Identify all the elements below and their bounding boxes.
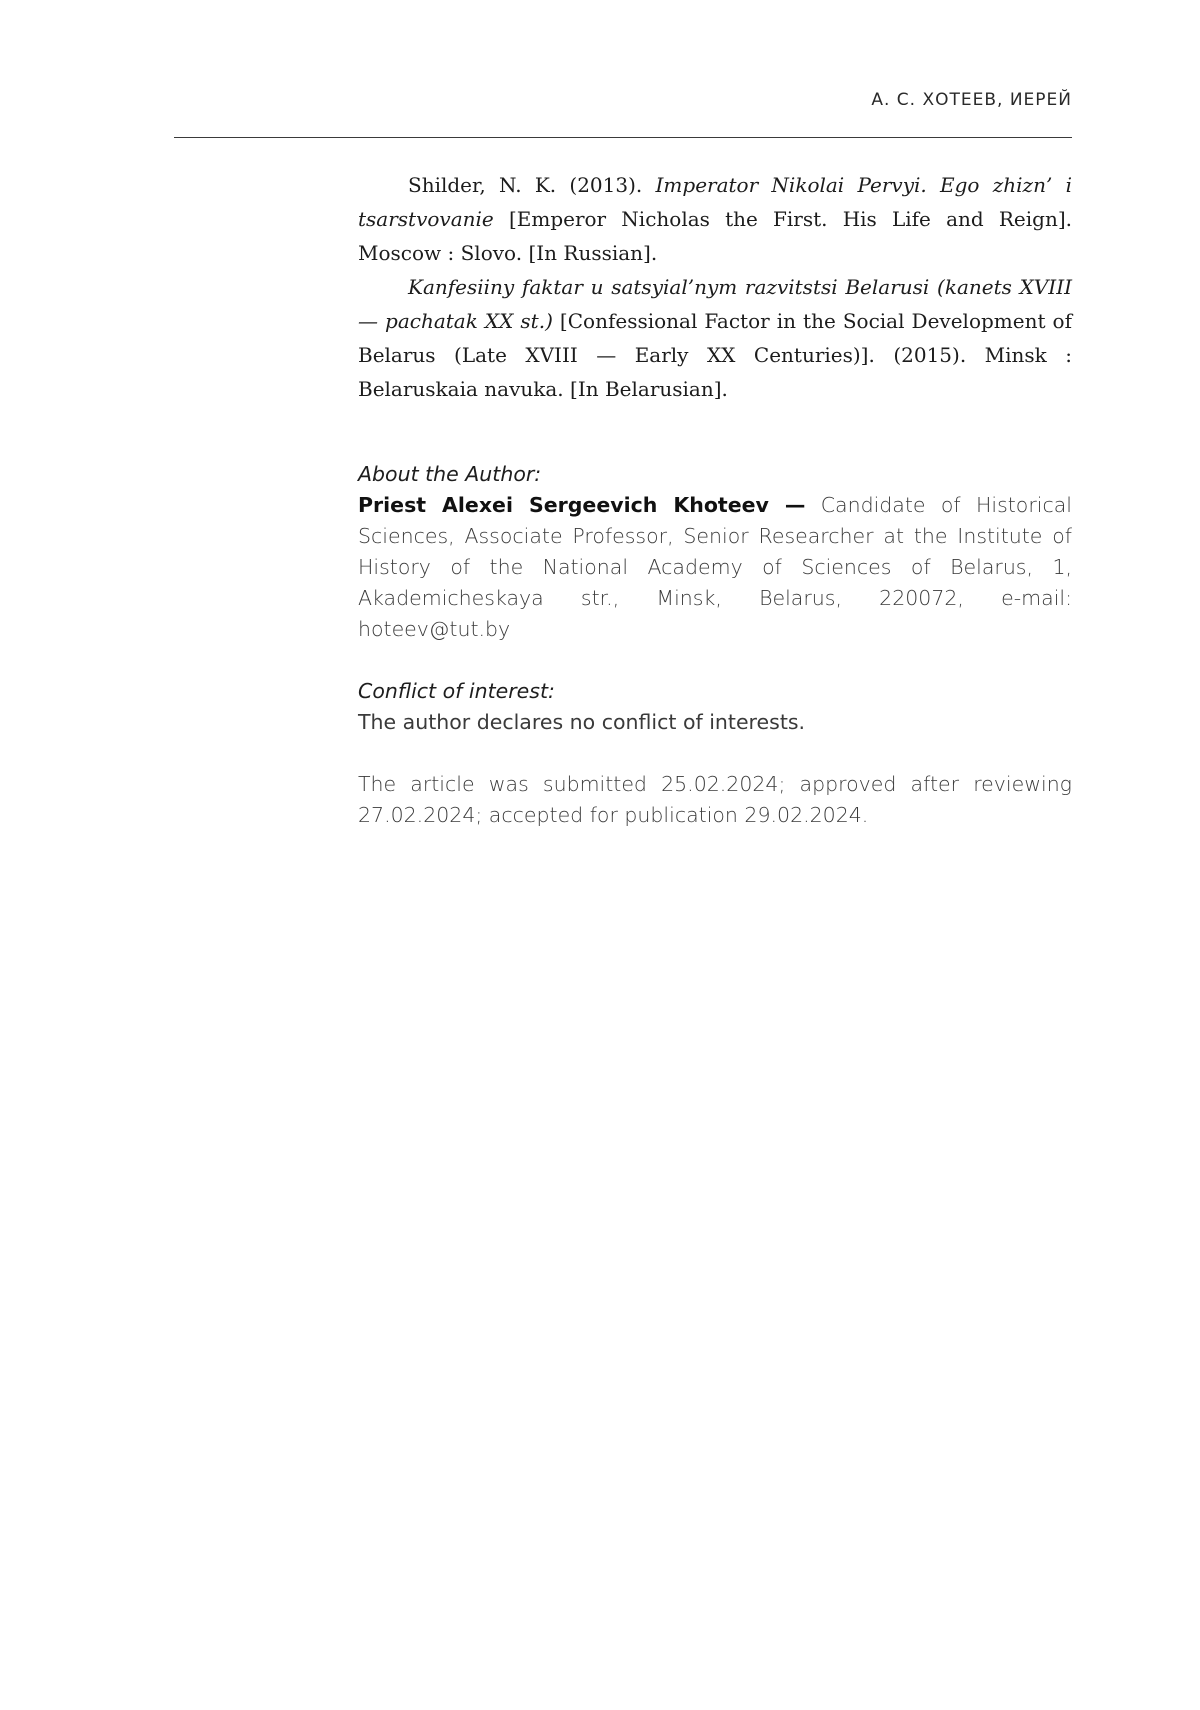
spacer	[358, 645, 1072, 676]
reference-title: Kanfesiiny faktar u satsyial’nym razvitstsi Belarusi (kanets XVIII — pachatak XX st.)	[358, 275, 1072, 333]
author-name: Priest Alexei Sergeevich Khoteev —	[358, 493, 806, 517]
author-description: Candidate of Historical Sciences, Associate Professor, Senior Researcher at the Institute of History of the National Academy of Sciences of Belarus, 1, Akademicheskaya str., Minsk, Belarus, 220072, e-mail: hoteev@tut.by	[358, 493, 1072, 641]
reference-item	[358, 270, 1072, 406]
reference-item	[358, 168, 1072, 270]
references-list	[358, 168, 1072, 406]
reference-title: Imperator Nikolai Pervyi. Ego zhizn’ i tsarstvovanie	[358, 173, 1072, 231]
reference-details: [Emperor Nicholas the First. His Life and Reign]. Moscow : Slovo. [In Russian].	[358, 207, 1072, 265]
reference-authors: Shilder, N. K. (2013).	[408, 173, 656, 197]
submission-text: The article was submitted 25.02.2024; approved after reviewing 27.02.2024; accepted for publication 29.02.2024.	[358, 772, 1072, 827]
about-author-label: About the Author:	[358, 462, 542, 486]
reference-details: [Confessional Factor in the Social Development of Belarus (Late XVIII — Early XX Centuries)]. (2015). Minsk : Belaruskaia navuka. [In Belarusian].	[358, 309, 1072, 401]
article-info	[358, 459, 1072, 831]
about-author-text	[358, 490, 1072, 645]
running-head: А. С. ХОТЕЕВ, ИЕРЕЙ	[871, 90, 1072, 110]
conflict-label: Conflict of interest:	[358, 679, 555, 703]
conflict-text: The author declares no conflict of interests.	[358, 710, 806, 734]
spacer	[358, 738, 1072, 769]
header-rule	[174, 137, 1072, 138]
